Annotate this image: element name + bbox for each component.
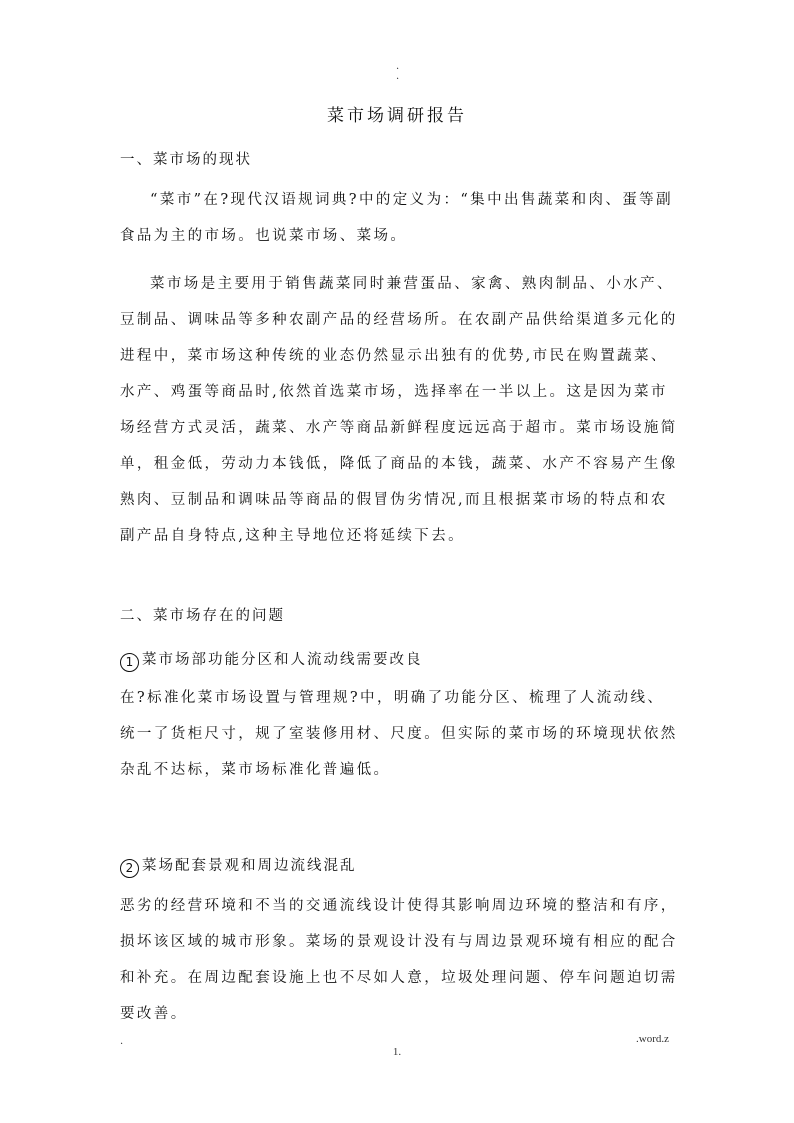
page-number: 1. <box>392 1046 402 1058</box>
section-heading-problems: 二、菜市场存在的问题 <box>120 608 285 624</box>
paragraph-definition: “菜市”在?现代汉语规词典?中的定义为：“集中出售蔬菜和肉、蛋等副食品为主的市场。也说菜市场、菜场。 <box>120 192 673 244</box>
circled-number-1: 1 <box>120 653 139 672</box>
paragraph-landscape-traffic: 恶劣的经营环境和不当的交通流线设计使得其影响周边环境的整洁和有序，损坏该区域的城市形象。菜场的景观设计没有与周边景观环境有相应的配合和补充。在周边配套设施上也不尽如人意，垃圾处理问题、停车问题迫切需要改善。 <box>120 898 678 1022</box>
footer-right-mark: .word.z <box>636 1033 669 1045</box>
subsection-heading-1-text: 菜市场部功能分区和人流动线需要改良 <box>142 652 423 668</box>
footer-left-mark: . <box>120 1036 124 1047</box>
header-dot: . <box>396 71 400 82</box>
subsection-heading-1 <box>120 648 423 672</box>
paragraph-market-overview: 菜市场是主要用于销售蔬菜同时兼营蛋品、家禽、熟肉制品、小水产、豆制品、调味品等多种农副产品的经营场所。在农副产品供给渠道多元化的进程中，菜市场这种传统的业态仍然显示出独有的优势,市民在购置蔬菜、水产、鸡蛋等商品时,依然首选菜市场，选择率在一半以上。这是因为菜市场经营方式灵活，蔬菜、水产等商品新鲜程度远远高于超市。菜市场设施简单，租金低，劳动力本钱低，降低了商品的本钱，蔬菜、水产不容易产生像熟肉、豆制品和调味品等商品的假冒伪劣情况,而且根据菜市场的特点和农副产品自身特点,这种主导地位还将延续下去。 <box>120 276 678 544</box>
circled-number-2: 2 <box>120 859 139 878</box>
subsection-heading-2 <box>120 854 357 878</box>
header-dot: . <box>396 61 400 72</box>
section-heading-status: 一、菜市场的现状 <box>120 152 252 168</box>
subsection-heading-2-text: 菜场配套景观和周边流线混乱 <box>142 858 357 874</box>
document-title: 菜市场调研报告 <box>327 106 467 126</box>
paragraph-function-zoning: 在?标准化菜市场设置与管理规?中，明确了功能分区、梳理了人流动线、统一了货柜尺寸，规了室装修用材、尺度。但实际的菜市场的环境现状依然杂乱不达标，菜市场标准化普遍低。 <box>120 690 678 778</box>
